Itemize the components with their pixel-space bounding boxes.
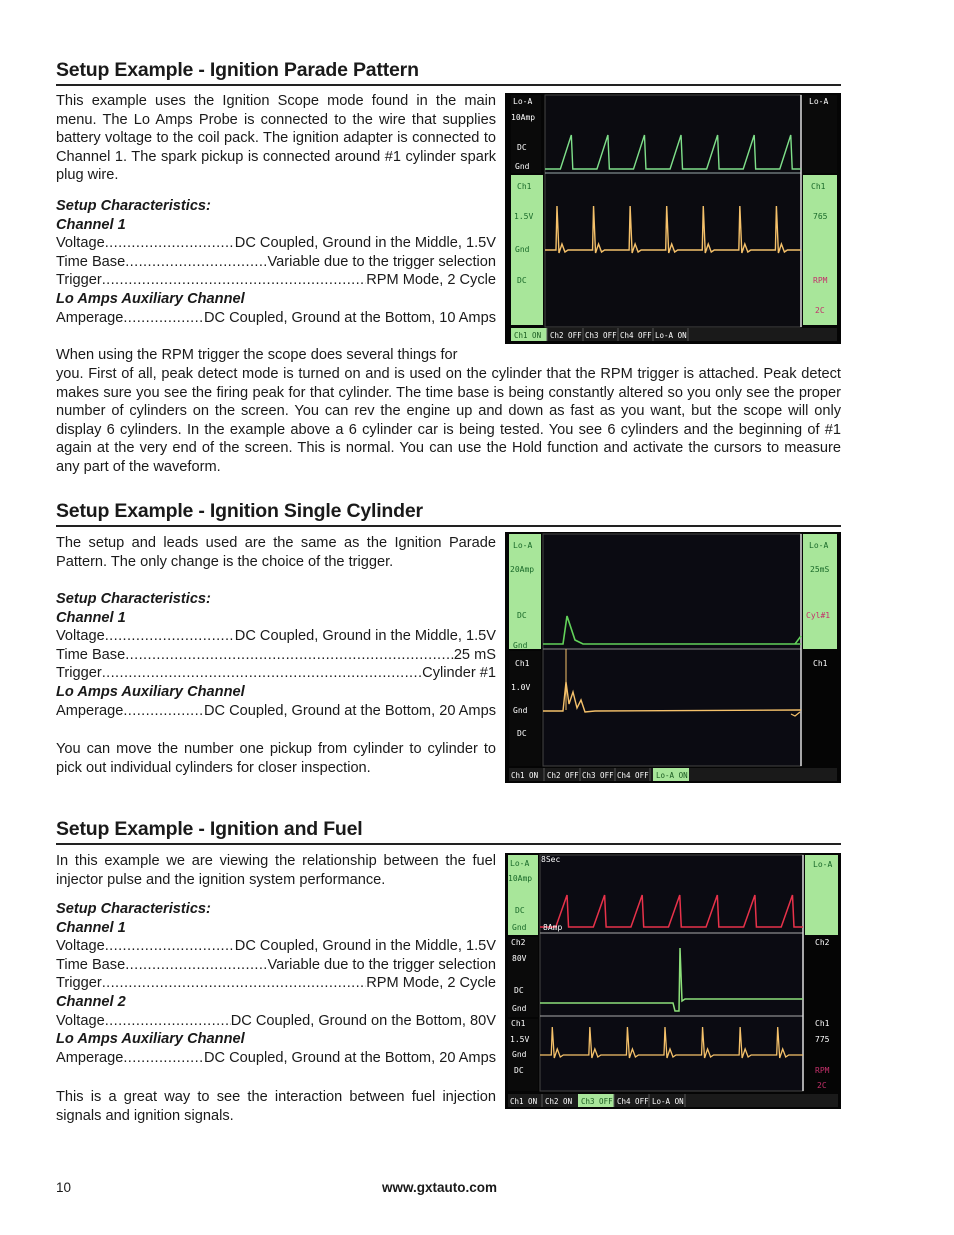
- scope3-label-ch1: Ch1: [511, 1019, 526, 1028]
- scope1-label-dc: DC: [517, 143, 527, 152]
- trigger-row: Trigger ..... RPM Mode, 2 Cycle: [56, 271, 496, 290]
- scope1-ch3-off: Ch3 OFF: [585, 331, 617, 340]
- lo-amps-heading: Lo Amps Auxiliary Channel: [56, 1031, 245, 1048]
- scope3-ch2-on: Ch2 ON: [545, 1097, 573, 1106]
- scope3-label-80v: 80V: [512, 954, 527, 963]
- scope2-label-ch1: Ch1: [515, 659, 530, 668]
- channel1-heading: Channel 1: [56, 609, 126, 626]
- scope3-ch4-off: Ch4 OFF: [617, 1097, 649, 1106]
- section2-intro: The setup and leads used are the same as the Ignition Parade Pattern. The only change is the choice of the trigger.: [56, 535, 496, 570]
- scope3-ch1-on: Ch1 ON: [510, 1097, 538, 1106]
- page-number: 10: [56, 1180, 72, 1195]
- setup-heading: Setup Characteristics:: [56, 591, 211, 607]
- scope3-label-15v: 1.5V: [510, 1035, 530, 1044]
- scope3-label-gnd2: Gnd: [512, 1004, 527, 1013]
- scope3-label-dc: DC: [515, 906, 525, 915]
- scope-ignition-fuel: [505, 853, 841, 1109]
- scope1-label-ch1: Ch1: [517, 182, 532, 191]
- channel1-heading: Channel 1: [56, 919, 126, 936]
- scope2-ch3-off: Ch3 OFF: [582, 771, 614, 780]
- scope3-right-2c: 2C: [817, 1081, 827, 1090]
- voltage-row: Voltage ..... DC Coupled, Ground in the Middle, 1.5V: [56, 937, 496, 956]
- scope2-label-gnd2: Gnd: [513, 706, 528, 715]
- scope3-right-rpm: RPM: [815, 1066, 830, 1075]
- scope3-loa-on: Lo-A ON: [652, 1097, 684, 1106]
- section3-body: This is a great way to see the interaction between fuel injection signals and ignition signals.: [56, 1089, 496, 1124]
- trigger-row: Trigger ..... RPM Mode, 2 Cycle: [56, 974, 496, 993]
- scope3-label-gnd: Gnd: [512, 923, 527, 932]
- scope2-ch2-off: Ch2 OFF: [547, 771, 579, 780]
- scope2-label-gnd: Gnd: [513, 641, 528, 650]
- scope1-right-2c: 2C: [815, 306, 825, 315]
- scope3-ch3-off: Ch3 OFF: [581, 1097, 613, 1106]
- scope1-right-rpm-value: 765: [813, 212, 828, 221]
- timebase-row: Time Base ..... 25 mS: [56, 646, 496, 665]
- amperage-row: Amperage ..... DC Coupled, Ground at the Bottom, 20 Amps: [56, 1049, 496, 1068]
- scope2-right-loa: Lo-A: [809, 541, 829, 550]
- scope1-ch4-off: Ch4 OFF: [620, 331, 652, 340]
- scope3-top-amp: 8Amp: [543, 923, 563, 932]
- scope3-top-sec: 8Sec: [541, 855, 561, 864]
- voltage-row: Voltage ..... DC Coupled, Ground in the Middle, 1.5V: [56, 627, 496, 646]
- setup-heading: Setup Characteristics:: [56, 901, 211, 917]
- setup-heading: Setup Characteristics:: [56, 198, 211, 214]
- channel2-heading: Channel 2: [56, 993, 126, 1010]
- section1-intro: This example uses the Ignition Scope mode found in the main menu. The Lo Amps Probe is connected to the wire that supplies battery voltage to the coil pack. The ignition adapter is connected to Channel 1. The spark pickup is connected around #1 cylinder spark plug wire.: [56, 93, 496, 184]
- scope2-label-10v: 1.0V: [511, 683, 531, 692]
- amperage-row: Amperage ..... DC Coupled, Ground at the Bottom, 10 Amps: [56, 309, 496, 328]
- section3-rule: [56, 843, 841, 845]
- scope1-label-dc2: DC: [517, 276, 527, 285]
- scope1-loa-on: Lo-A ON: [655, 331, 687, 340]
- scope1-right-ch1: Ch1: [811, 182, 826, 191]
- scope2-label-dc: DC: [517, 611, 527, 620]
- scope3-label-dc3: DC: [514, 1066, 524, 1075]
- scope2-ch4-off: Ch4 OFF: [617, 771, 649, 780]
- section3-setup: [56, 900, 496, 1067]
- scope1-label-loa: Lo-A: [513, 97, 533, 106]
- scope3-label-loa: Lo-A: [510, 859, 530, 868]
- amperage-row: Amperage ..... DC Coupled, Ground at the Bottom, 20 Amps: [56, 702, 496, 721]
- section1-setup: [56, 197, 496, 327]
- section2-rule: [56, 525, 841, 527]
- scope1-label-10amp: 10Amp: [511, 113, 536, 122]
- scope3-label-gnd3: Gnd: [512, 1050, 527, 1059]
- channel1-heading: Channel 1: [56, 216, 126, 233]
- scope1-label-gnd: Gnd: [515, 162, 530, 171]
- section1-body-first: When using the RPM trigger the scope does several things for: [56, 347, 458, 363]
- scope3-right-ch2: Ch2: [815, 938, 830, 947]
- scope2-right-cyl1: Cyl#1: [806, 611, 831, 620]
- scope3-label-dc2: DC: [514, 986, 524, 995]
- section3-intro: In this example we are viewing the relationship between the fuel injector pulse and the ignition system performance.: [56, 853, 496, 888]
- scope2-right-25ms: 25mS: [810, 565, 830, 574]
- lo-amps-heading: Lo Amps Auxiliary Channel: [56, 683, 245, 700]
- scope2-loa-on: Lo-A ON: [656, 771, 688, 780]
- timebase-row: Time Base ..... Variable due to the trigger selection: [56, 956, 496, 975]
- scope-single-cylinder: [505, 532, 841, 783]
- scope1-right-rpm: RPM: [813, 276, 828, 285]
- scope2-label-dc2: DC: [517, 729, 527, 738]
- section2-title: Setup Example - Ignition Single Cylinder: [56, 500, 423, 522]
- scope3-right-loa: Lo-A: [813, 860, 833, 869]
- section3-title: Setup Example - Ignition and Fuel: [56, 818, 363, 840]
- section2-setup: [56, 590, 496, 720]
- scope1-label-gnd2: Gnd: [515, 245, 530, 254]
- voltage-row: Voltage ..... DC Coupled, Ground in the Middle, 1.5V: [56, 234, 496, 253]
- scope1-ch1-on: Ch1 ON: [514, 331, 542, 340]
- scope2-right-ch1: Ch1: [813, 659, 828, 668]
- scope3-label-10amp: 10Amp: [508, 874, 533, 883]
- scope3-right-rpm-value: 775: [815, 1035, 830, 1044]
- voltage2-row: Voltage ..... DC Coupled, Ground on the Bottom, 80V: [56, 1012, 496, 1031]
- scope3-right-ch1: Ch1: [815, 1019, 830, 1028]
- scope1-right-loa: Lo-A: [809, 97, 829, 106]
- trigger-row: Trigger ..... Cylinder #1: [56, 664, 496, 683]
- section1-rule: [56, 84, 841, 86]
- scope1-ch2-off: Ch2 OFF: [550, 331, 582, 340]
- scope2-ch1-on: Ch1 ON: [511, 771, 539, 780]
- scope2-label-loa: Lo-A: [513, 541, 533, 550]
- scope2-label-20amp: 20Amp: [510, 565, 535, 574]
- section1-body-rest: you. First of all, peak detect mode is turned on and is used on the cylinder that the RPM trigger is attached. Peak detect makes sure you see the firing peak for that cylinder. The time base is being constantly altered so you only see the proper number of cylinders on the screen. You can rev the engine up and down as fast as you want, but the scope will only display 6 cylinders. In the example above a 6 cylinder car is being tested. You see 6 cylinders and the beginning of #1 again at the very end of the screen. This is normal. You can use the Hold function and activate the cursors to measure any part of the waveform.: [56, 366, 841, 475]
- lo-amps-heading: Lo Amps Auxiliary Channel: [56, 290, 245, 307]
- section1-title: Setup Example - Ignition Parade Pattern: [56, 59, 419, 81]
- scope1-label-15v: 1.5V: [514, 212, 534, 221]
- scope-parade: [505, 93, 841, 344]
- footer-url[interactable]: www.gxtauto.com: [382, 1180, 498, 1195]
- scope3-label-ch2: Ch2: [511, 938, 526, 947]
- timebase-row: Time Base ..... Variable due to the trigger selection: [56, 253, 496, 272]
- section2-body: You can move the number one pickup from cylinder to cylinder to pick out individual cylinders for closer inspection.: [56, 741, 496, 776]
